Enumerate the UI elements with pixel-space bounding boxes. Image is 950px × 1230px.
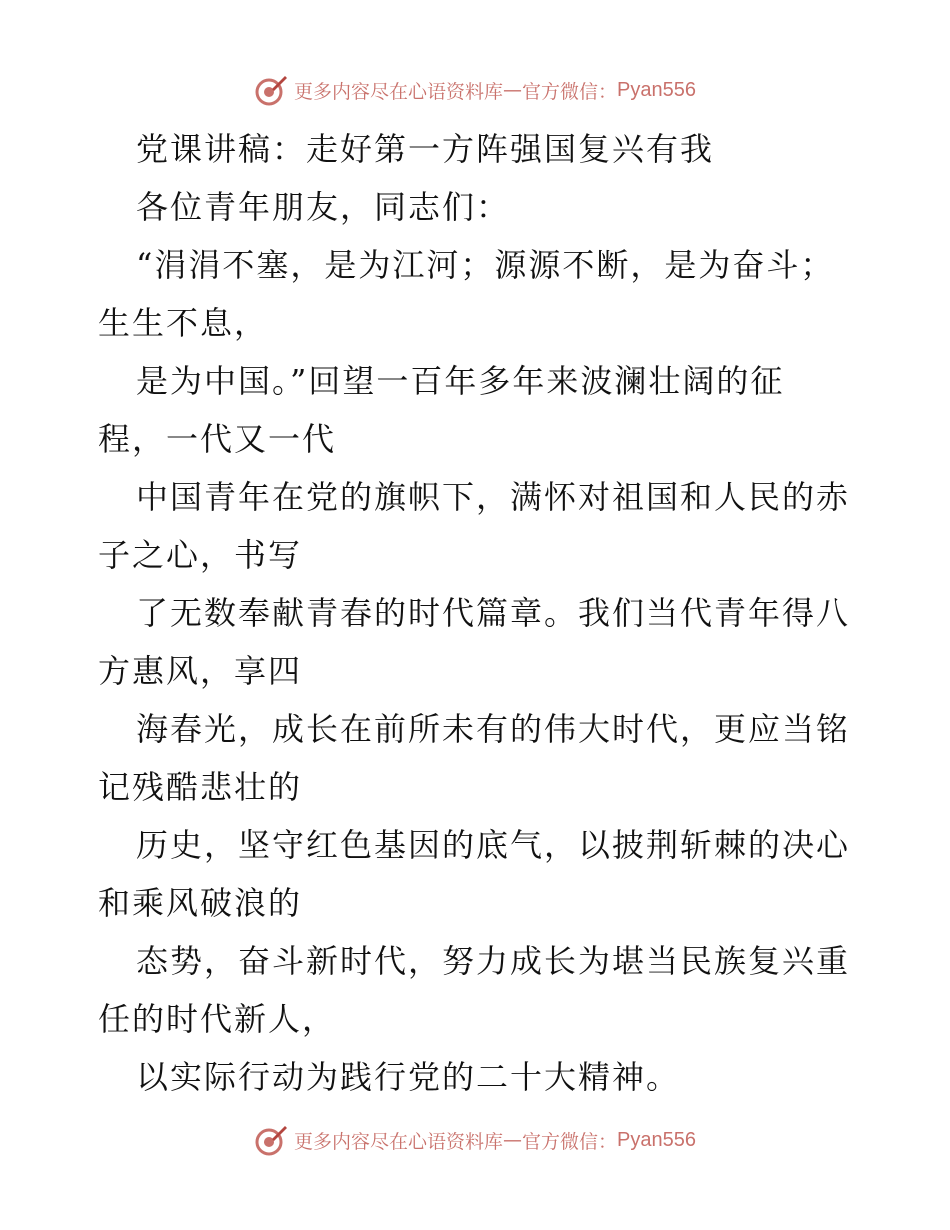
document-body xyxy=(98,120,858,1106)
paragraph-line: 中国青年在党的旗帜下，满怀对祖国和人民的赤 xyxy=(136,478,851,516)
paragraph-line: 任的时代新人， xyxy=(98,1000,337,1038)
salutation: 各位青年朋友，同志们： xyxy=(136,188,511,226)
paragraph-line: 态势，奋斗新时代，努力成长为堪当民族复兴重 xyxy=(136,942,851,980)
paragraph-line: 了无数奉献青春的时代篇章。我们当代青年得八 xyxy=(136,594,851,632)
paragraph-line: 方惠风，享四 xyxy=(98,652,303,690)
paragraph-line: 海春光，成长在前所未有的伟大时代，更应当铭 xyxy=(136,710,851,748)
pen-logo-icon xyxy=(254,1123,288,1157)
paragraph-line: 子之心，书写 xyxy=(98,536,303,574)
footer-watermark xyxy=(0,1120,950,1160)
paragraph-line: 记残酷悲壮的 xyxy=(98,768,303,806)
paragraph-line: 程，一代又一代 xyxy=(98,420,337,458)
paragraph-line: 是为中国。”回望一百年多年来波澜壮阔的征 xyxy=(136,362,785,400)
watermark-label: 官方微信： xyxy=(522,80,618,103)
document-title: 党课讲稿：走好第一方阵强国复兴有我 xyxy=(136,130,715,168)
watermark-separator: — xyxy=(503,1129,523,1151)
paragraph-line: “涓涓不塞，是为江河；源源不断，是为奋斗； xyxy=(136,246,835,284)
paragraph-line: 以实际行动为践行党的二十大精神。 xyxy=(136,1058,681,1096)
watermark-text: 更多内容尽在心语资料库 xyxy=(294,80,504,103)
pen-logo-icon xyxy=(254,73,288,107)
watermark-label: 官方微信： xyxy=(522,1130,618,1153)
paragraph-line: 历史，坚守红色基因的底气，以披荆斩棘的决心 xyxy=(136,826,851,864)
watermark-text: 更多内容尽在心语资料库 xyxy=(294,1130,504,1153)
paragraph-line: 生生不息， xyxy=(98,304,269,342)
watermark-id: Pyan556 xyxy=(617,78,696,101)
watermark-separator: — xyxy=(503,79,523,101)
header-watermark xyxy=(0,70,950,110)
watermark-id: Pyan556 xyxy=(617,1128,696,1151)
paragraph-line: 和乘风破浪的 xyxy=(98,884,303,922)
